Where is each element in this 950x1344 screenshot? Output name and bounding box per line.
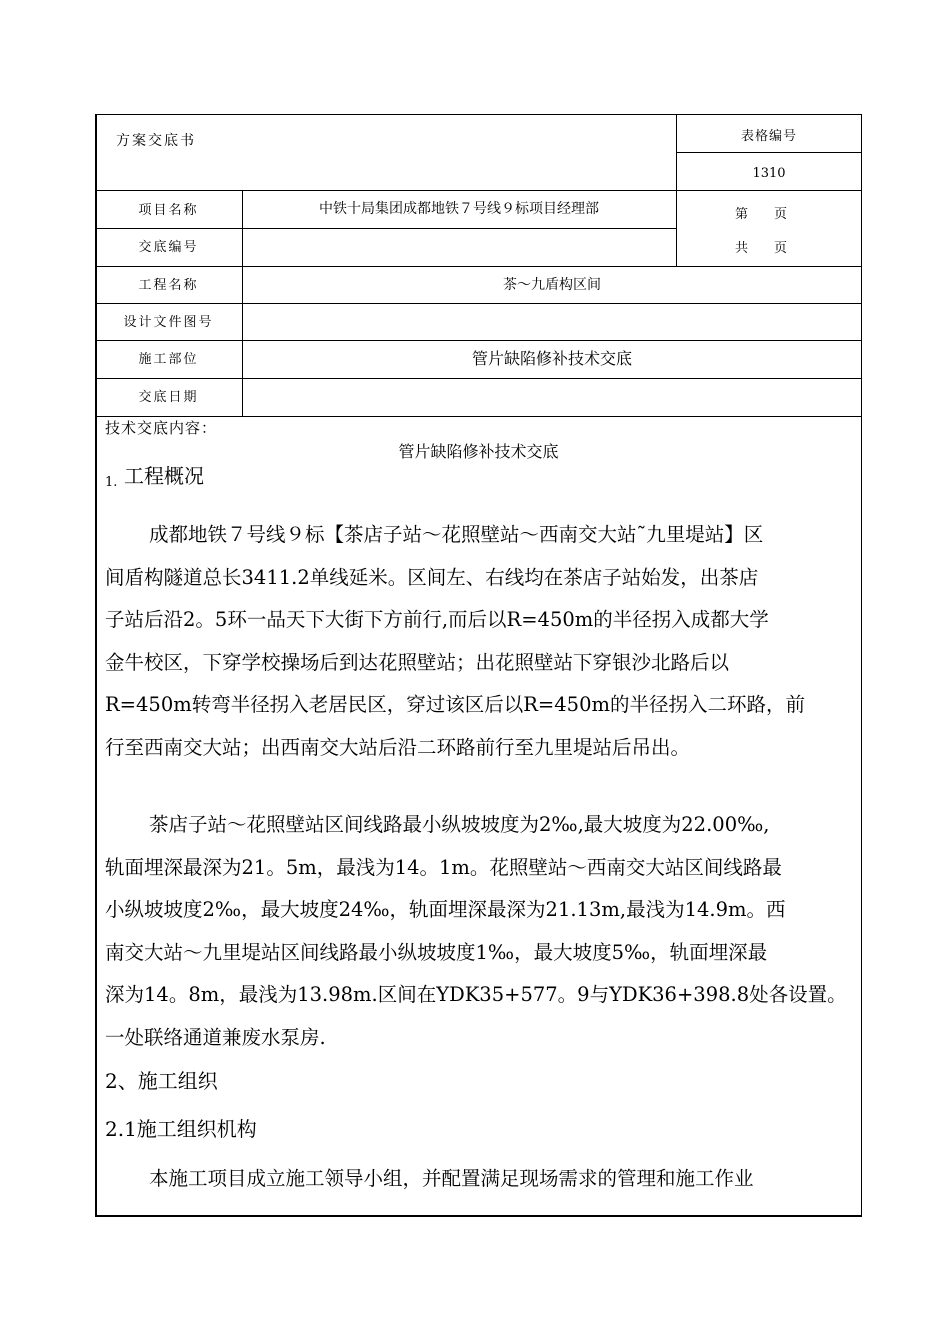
construction-part-value: 管片缺陷修补技术交底 bbox=[471, 349, 632, 368]
project-name-label: 项目名称 bbox=[138, 203, 199, 218]
overview-paragraph-1 bbox=[105, 514, 855, 769]
paragraph-line: 深为14。8m，最浅为13.98m.区间在YDK35+577。9与YDK36+398.8处各设置。 bbox=[105, 983, 847, 1006]
section-2-title: 2、施工组织 bbox=[105, 1069, 218, 1093]
rule-row4-bottom bbox=[95, 340, 862, 341]
section-1-number: 1. bbox=[105, 475, 118, 490]
page-number-label: 第 页 bbox=[735, 207, 788, 222]
paragraph-line: 金牛校区，下穿学校操场后到达花照壁站；出花照壁站下穿银沙北路后以 bbox=[105, 650, 730, 674]
rule-label-column bbox=[242, 190, 243, 416]
form-title: 方案交底书 bbox=[116, 133, 196, 149]
paragraph-line: 行至西南交大站；出西南交大站后沿二环路前行至九里堤站后吊出。 bbox=[105, 735, 691, 759]
document-title: 管片缺陷修补技术交底 bbox=[398, 442, 559, 461]
overview-paragraph-2 bbox=[105, 804, 855, 1059]
section-1-title: 工程概况 bbox=[124, 464, 204, 488]
project-name-value: 中铁十局集团成都地铁７号线９标项目经理部 bbox=[319, 201, 599, 217]
section-2-1-title: 2.1施工组织机构 bbox=[105, 1117, 257, 1141]
paragraph-line: 轨面埋深最深为21。5m，最浅为14。1m。花照壁站～西南交大站区间线路最 bbox=[105, 855, 782, 879]
page-total-label: 共 页 bbox=[735, 241, 788, 256]
rule-row2-bottom bbox=[95, 266, 862, 267]
paragraph-line: 成都地铁７号线９标【茶店子站～花照壁站～西南交大站˜九里堤站】区 bbox=[149, 523, 764, 546]
content-label: 技术交底内容： bbox=[105, 419, 218, 437]
design-doc-label: 设计文件图号 bbox=[123, 315, 214, 330]
paragraph-line: R=450m转弯半径拐入老居民区，穿过该区后以R=450m的半径拐入二环路，前 bbox=[105, 693, 805, 716]
rule-row3-bottom bbox=[95, 303, 862, 304]
rule-header-bottom bbox=[95, 190, 862, 191]
paragraph-line: 南交大站～九里堤站区间线路最小纵坡坡度1‰，最大坡度5‰，轨面埋深最 bbox=[105, 940, 768, 964]
paragraph-line: 小纵坡坡度2‰，最大坡度24‰，轨面埋深最深为21.13m,最浅为14.9m。西 bbox=[105, 898, 786, 921]
paragraph-line: 间盾构隧道总长3411.2单线延米。区间左、右线均在茶店子站始发，出茶店 bbox=[105, 565, 759, 589]
paragraph-line: 子站后沿2。5环一品天下大街下方前行,而后以R=450m的半径拐入成都大学 bbox=[105, 608, 769, 631]
work-name-label: 工程名称 bbox=[138, 278, 199, 293]
construction-part-label: 施工部位 bbox=[138, 352, 199, 367]
paragraph-line: 一处联络通道兼废水泵房. bbox=[105, 1025, 326, 1049]
paragraph-line: 茶店子站～花照壁站区间线路最小纵坡坡度为2‰,最大坡度为22.00‰, bbox=[149, 813, 770, 836]
rule-row5-bottom bbox=[95, 378, 862, 379]
handover-date-label: 交底日期 bbox=[138, 390, 199, 405]
paragraph-line: 本施工项目成立施工领导小组，并配置满足现场需求的管理和施工作业 bbox=[149, 1167, 754, 1190]
form-number-label: 表格编号 bbox=[740, 129, 797, 144]
rule-header-right-mid bbox=[676, 152, 862, 153]
rule-row6-bottom bbox=[95, 416, 862, 417]
form-number-value: 1310 bbox=[752, 166, 786, 181]
organization-paragraph bbox=[105, 1158, 855, 1201]
handover-number-label: 交底编号 bbox=[138, 240, 199, 255]
work-name-value: 茶～九盾构区间 bbox=[503, 277, 601, 293]
rule-row1-bottom bbox=[95, 228, 676, 229]
